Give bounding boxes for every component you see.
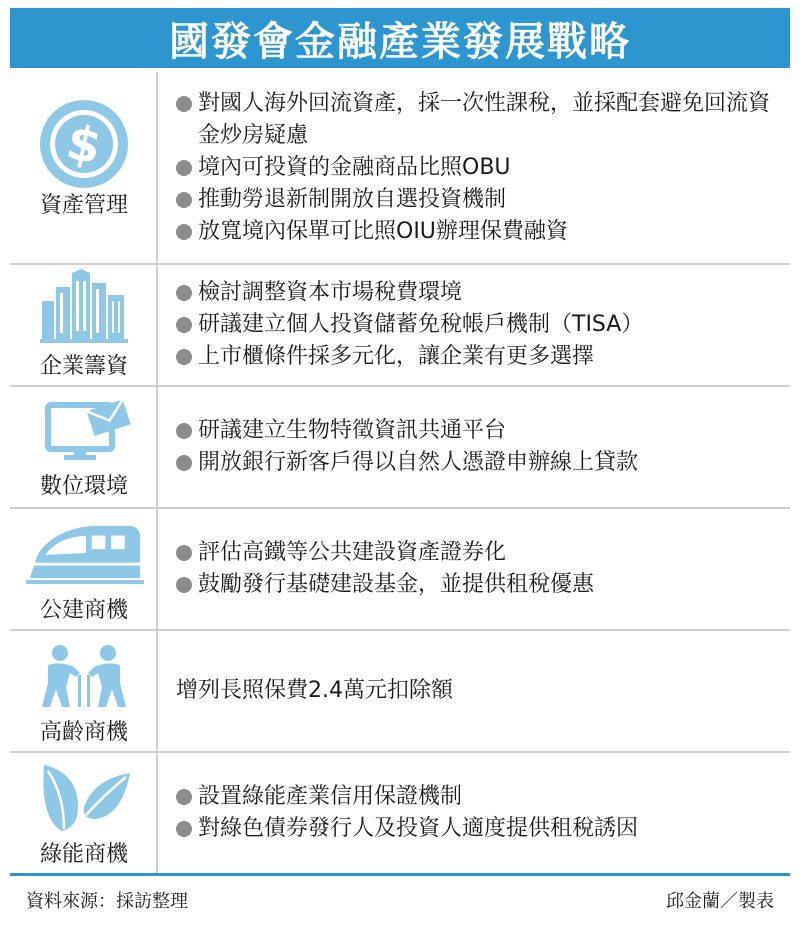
row-label: 數位環境 [39, 474, 128, 499]
bullet-item [176, 781, 790, 813]
elderly-couple-icon [24, 643, 144, 709]
bullet-item [176, 447, 790, 479]
bullet-text: 鼓勵發行基礎建設基金，並提供租稅優惠 [198, 572, 595, 597]
credit-note: 邱金蘭／製表 [666, 891, 774, 912]
bullet-dot [176, 789, 192, 805]
green-leaves-icon [24, 761, 144, 833]
bullet-item [176, 309, 790, 341]
bullet-dot [176, 317, 192, 333]
bullet-dot [176, 455, 192, 471]
city-buildings-icon [24, 269, 144, 345]
bullet-item [176, 537, 790, 569]
row-label: 綠能商機 [39, 842, 128, 867]
row-content [158, 753, 790, 873]
bullet-dot [176, 285, 192, 301]
bullet-item [176, 569, 790, 601]
row-label: 企業籌資 [39, 354, 128, 379]
bullet-item [176, 813, 790, 845]
strategy-row-digital-environment [10, 387, 790, 509]
bullet-text: 放寬境內保單可比照OIU辦理保費融資 [198, 218, 568, 244]
strategy-row-green-energy [10, 753, 790, 876]
row-text: 增列長照保費2.4萬元扣除額 [176, 678, 453, 703]
svg-text:$: $ [61, 114, 106, 176]
row-label: 高齡商機 [39, 720, 128, 745]
bullet-dot [176, 349, 192, 365]
bullet-text: 對國人海外回流資產，採一次性課稅，並採配套避免回流資金炒房疑慮 [198, 90, 771, 148]
monitor-envelope-icon [24, 397, 144, 461]
row-content [158, 265, 790, 385]
row-label-cell [10, 509, 158, 629]
bullet-item [176, 88, 790, 152]
row-label: 資產管理 [39, 193, 128, 218]
row-content [158, 72, 790, 263]
row-content [158, 387, 790, 507]
bullet-text: 開放銀行新客戶得以自然人憑證申辦線上貸款 [198, 450, 639, 475]
bullet-text: 設置綠能產業信用保證機制 [198, 784, 463, 809]
strategy-row-public-infrastructure [10, 509, 790, 631]
page-title: 國發會金融產業發展戰略 [169, 18, 631, 65]
bullet-dot [176, 192, 192, 208]
bullet-dot [176, 545, 192, 561]
row-label-cell [10, 753, 158, 873]
bullet-text: 研議建立生物特徵資訊共通平台 [198, 418, 507, 443]
bullet-text: 對綠色債券發行人及投資人適度提供租稅誘因 [198, 816, 639, 841]
bullet-item [176, 216, 790, 248]
strategy-row-elderly-market [10, 631, 790, 753]
title-bar [10, 8, 790, 68]
bullet-dot [176, 423, 192, 439]
source-note: 資料來源：採訪整理 [26, 891, 188, 912]
row-label-cell [10, 265, 158, 385]
bullet-dot [176, 577, 192, 593]
bullet-text: 上市櫃條件採多元化，讓企業有更多選擇 [198, 344, 595, 369]
bullet-dot [176, 821, 192, 837]
bullet-item [176, 152, 790, 184]
bullet-dot [176, 160, 192, 176]
bullet-dot [176, 96, 192, 112]
bullet-text: 推動勞退新制開放自選投資機制 [198, 186, 507, 212]
row-label-cell [10, 387, 158, 507]
strategy-row-asset-management [10, 72, 790, 265]
row-label: 公建商機 [39, 598, 128, 623]
row-label-cell [10, 631, 158, 751]
bullet-text: 境內可投資的金融商品比照OBU [198, 154, 511, 180]
high-speed-train-icon [24, 519, 144, 587]
bullet-dot [176, 224, 192, 240]
bullet-item [176, 184, 790, 216]
bullet-text: 評估高鐵等公共建設資產證券化 [198, 540, 507, 565]
dollar-coin-icon [24, 98, 144, 190]
row-label-cell [10, 72, 158, 263]
strategy-row-corporate-financing [10, 265, 790, 387]
bullet-text: 檢討調整資本市場稅費環境 [198, 280, 463, 305]
footer [10, 880, 790, 920]
bullet-item [176, 415, 790, 447]
bullet-item [176, 277, 790, 309]
strategy-table [10, 72, 790, 876]
row-content [158, 509, 790, 629]
bullet-text: 研議建立個人投資儲蓄免稅帳戶機制（TISA） [198, 312, 644, 337]
bullet-item [176, 341, 790, 373]
row-content [158, 631, 790, 751]
